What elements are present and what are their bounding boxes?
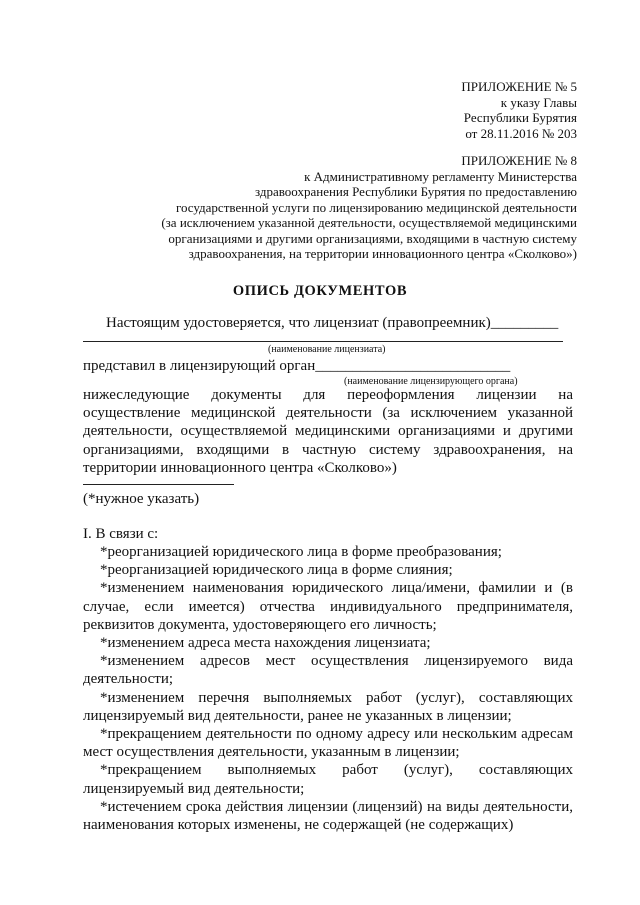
annex-5-line-2: к указу Главы [500,94,577,110]
annex-5-line-3: Республики Бурятия [463,110,577,125]
list-item: *истечением срока действия лицензии (лицензий) на виды деятельности, наименования которых изменены, не содержащей (не содержащих) [83,798,573,834]
caption-licensee: (наименование лицензиата) [268,344,386,355]
annex-8-line-5: (за исключением указанной деятельности, осуществляемой медицинскими [161,215,577,230]
annex-8-line-1: ПРИЛОЖЕНИЕ № 8 [461,153,577,168]
section-1-heading: I. В связи с: [83,526,159,542]
intro-line: Настоящим удостоверяется, что лицензиат (правопреемник)_________ [106,315,559,331]
footnote-separator [83,484,234,485]
list-item: *изменением адреса места нахождения лицензиата; [100,635,431,652]
list-item: *реорганизацией юридического лица в форме преобразования; [100,544,502,560]
annex-8-line-4: государственной услуги по лицензированию медицинской деятельности [175,199,577,215]
list-item: *изменением перечня выполняемых работ (услуг), составляющих лицензируемый вид деятельности, ранее не указанных в лицензии; [83,689,573,724]
annex-5-line-4: от 28.11.2016 № 203 [465,125,577,141]
page-title: ОПИСЬ ДОКУМЕНТОВ [232,283,408,299]
list-item: *изменением адресов мест осуществления лицензируемого вида деятельности; [83,653,573,688]
annex-8-header [161,153,577,262]
annex-8-line-6: организациями и другими организациями, входящими в частную систему [168,230,577,246]
annex-5-line-1: ПРИЛОЖЕНИЕ № 5 [461,79,577,94]
footnote-note: (*нужное указать) [83,491,200,507]
list-item: *реорганизацией юридического лица в форме слияния; [100,562,453,579]
annex-8-line-2: к Административному регламенту Министерства [304,168,577,184]
annex-5-header [461,79,577,141]
licensee-blank-line [83,341,563,342]
annex-8-line-3: здравоохранения Республики Бурятия по предоставлению [254,184,577,199]
presented-to-line: представил в лицензирующий орган__________________________ [83,358,511,374]
documents-paragraph: нижеследующие документы для переоформления лицензии на осуществление медицинской деятельности (за исключением указанной деятельности, осуществляемой медицинскими организациями и другими организациями, входящими в частную систему здравоохранения, на территории инновационного центра «Сколково») [83,387,573,476]
list-item: *прекращением деятельности по одному адресу или нескольким адресам мест осуществления деятельности, указанным в лицензии; [83,726,573,761]
section-1-list [83,543,573,834]
list-item: *изменением наименования юридического лица/имени, фамилии и (в случае, если имеется) отчества индивидуального предпринимателя, реквизитов документа, удостоверяющего его личность; [83,580,573,633]
list-item: *прекращением выполняемых работ (услуг), составляющих лицензируемый вид деятельности; [83,762,573,797]
caption-authority: (наименование лицензирующего органа) [344,376,518,387]
annex-8-line-7: здравоохранения, на территории инновационного центра «Сколково») [188,246,577,261]
